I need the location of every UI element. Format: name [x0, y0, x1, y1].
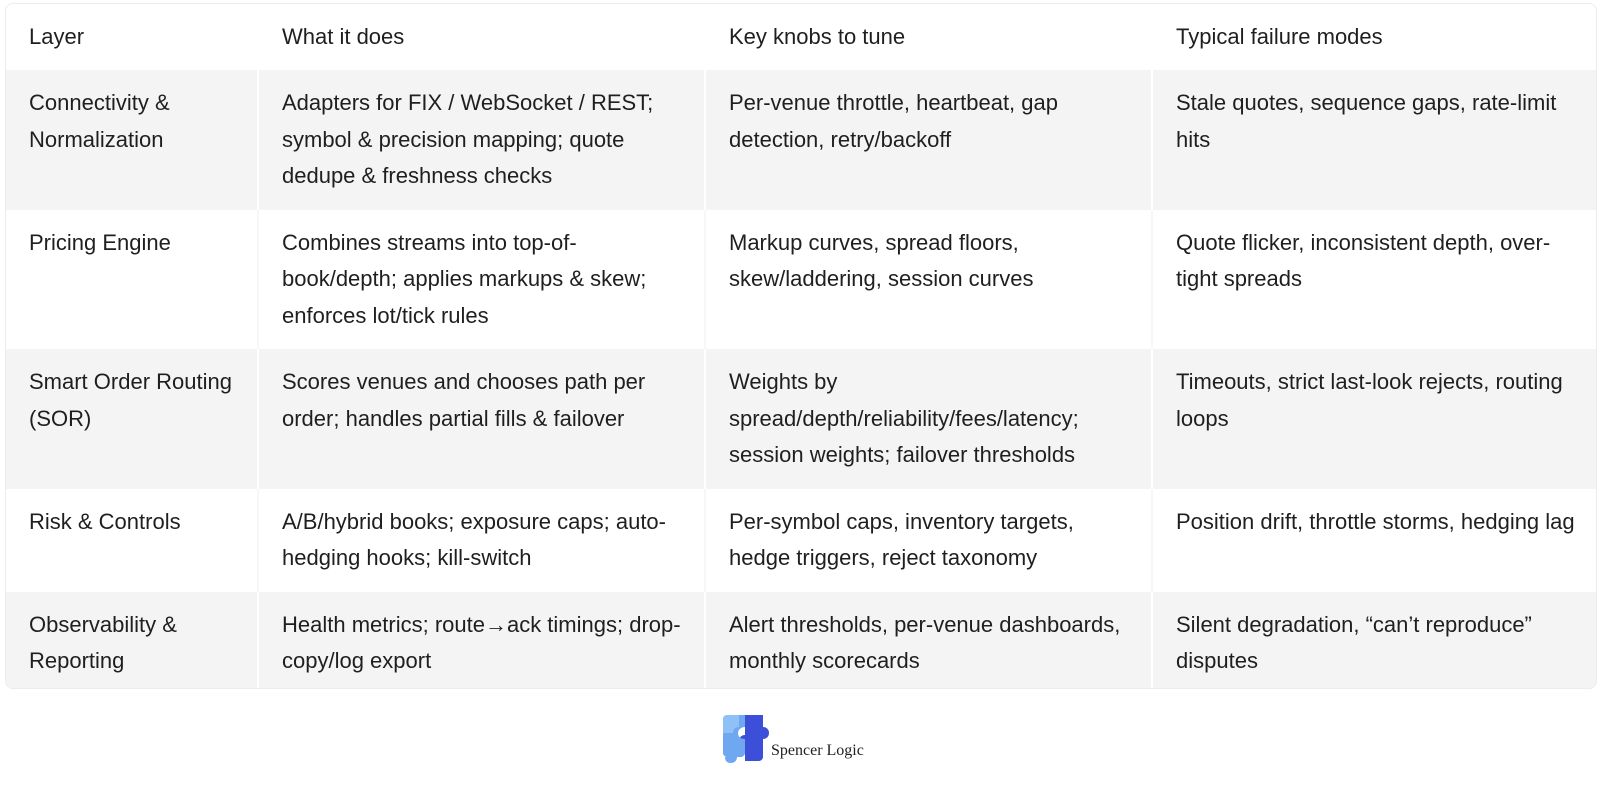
cell-what: Combines streams into top-of-book/depth; applies markups & skew; enforces lot/tick rules [258, 210, 705, 350]
cell-failures: Silent degradation, “can’t reproduce” disputes [1152, 592, 1596, 690]
header-layer: Layer [6, 4, 258, 70]
table-row [6, 489, 1596, 592]
cell-knobs: Per-venue throttle, heartbeat, gap detection, retry/backoff [705, 70, 1152, 210]
cell-layer: Risk & Controls [6, 489, 258, 592]
architecture-layers-table [6, 4, 1596, 689]
cell-failures: Quote flicker, inconsistent depth, over-tight spreads [1152, 210, 1596, 350]
cell-what: A/B/hybrid books; exposure caps; auto-hedging hooks; kill-switch [258, 489, 705, 592]
cell-what: Adapters for FIX / WebSocket / REST; symbol & precision mapping; quote dedupe & freshness checks [258, 70, 705, 210]
cell-layer: Observability & Reporting [6, 592, 258, 690]
cell-failures: Timeouts, strict last-look rejects, routing loops [1152, 349, 1596, 489]
cell-failures: Stale quotes, sequence gaps, rate-limit hits [1152, 70, 1596, 210]
cell-knobs: Markup curves, spread floors, skew/laddering, session curves [705, 210, 1152, 350]
cell-knobs: Weights by spread/depth/reliability/fees/latency; session weights; failover thresholds [705, 349, 1152, 489]
cell-what: Health metrics; route→ack timings; drop-copy/log export [258, 592, 705, 690]
cell-layer: Smart Order Routing (SOR) [6, 349, 258, 489]
cell-layer: Connectivity & Normalization [6, 70, 258, 210]
header-what-it-does: What it does [258, 4, 705, 70]
table-row [6, 210, 1596, 350]
header-key-knobs: Key knobs to tune [705, 4, 1152, 70]
header-failure-modes: Typical failure modes [1152, 4, 1596, 70]
info-table-container [5, 3, 1597, 689]
table-row [6, 349, 1596, 489]
table-row [6, 592, 1596, 690]
table-header-row [6, 4, 1596, 70]
puzzle-piece-icon [719, 713, 771, 765]
cell-knobs: Per-symbol caps, inventory targets, hedge triggers, reject taxonomy [705, 489, 1152, 592]
spencer-logic-logo [719, 713, 869, 765]
cell-failures: Position drift, throttle storms, hedging lag [1152, 489, 1596, 592]
table-row [6, 70, 1596, 210]
cell-knobs: Alert thresholds, per-venue dashboards, monthly scorecards [705, 592, 1152, 690]
cell-layer: Pricing Engine [6, 210, 258, 350]
cell-what: Scores venues and chooses path per order; handles partial fills & failover [258, 349, 705, 489]
logo-text: Spencer Logic [771, 742, 864, 759]
